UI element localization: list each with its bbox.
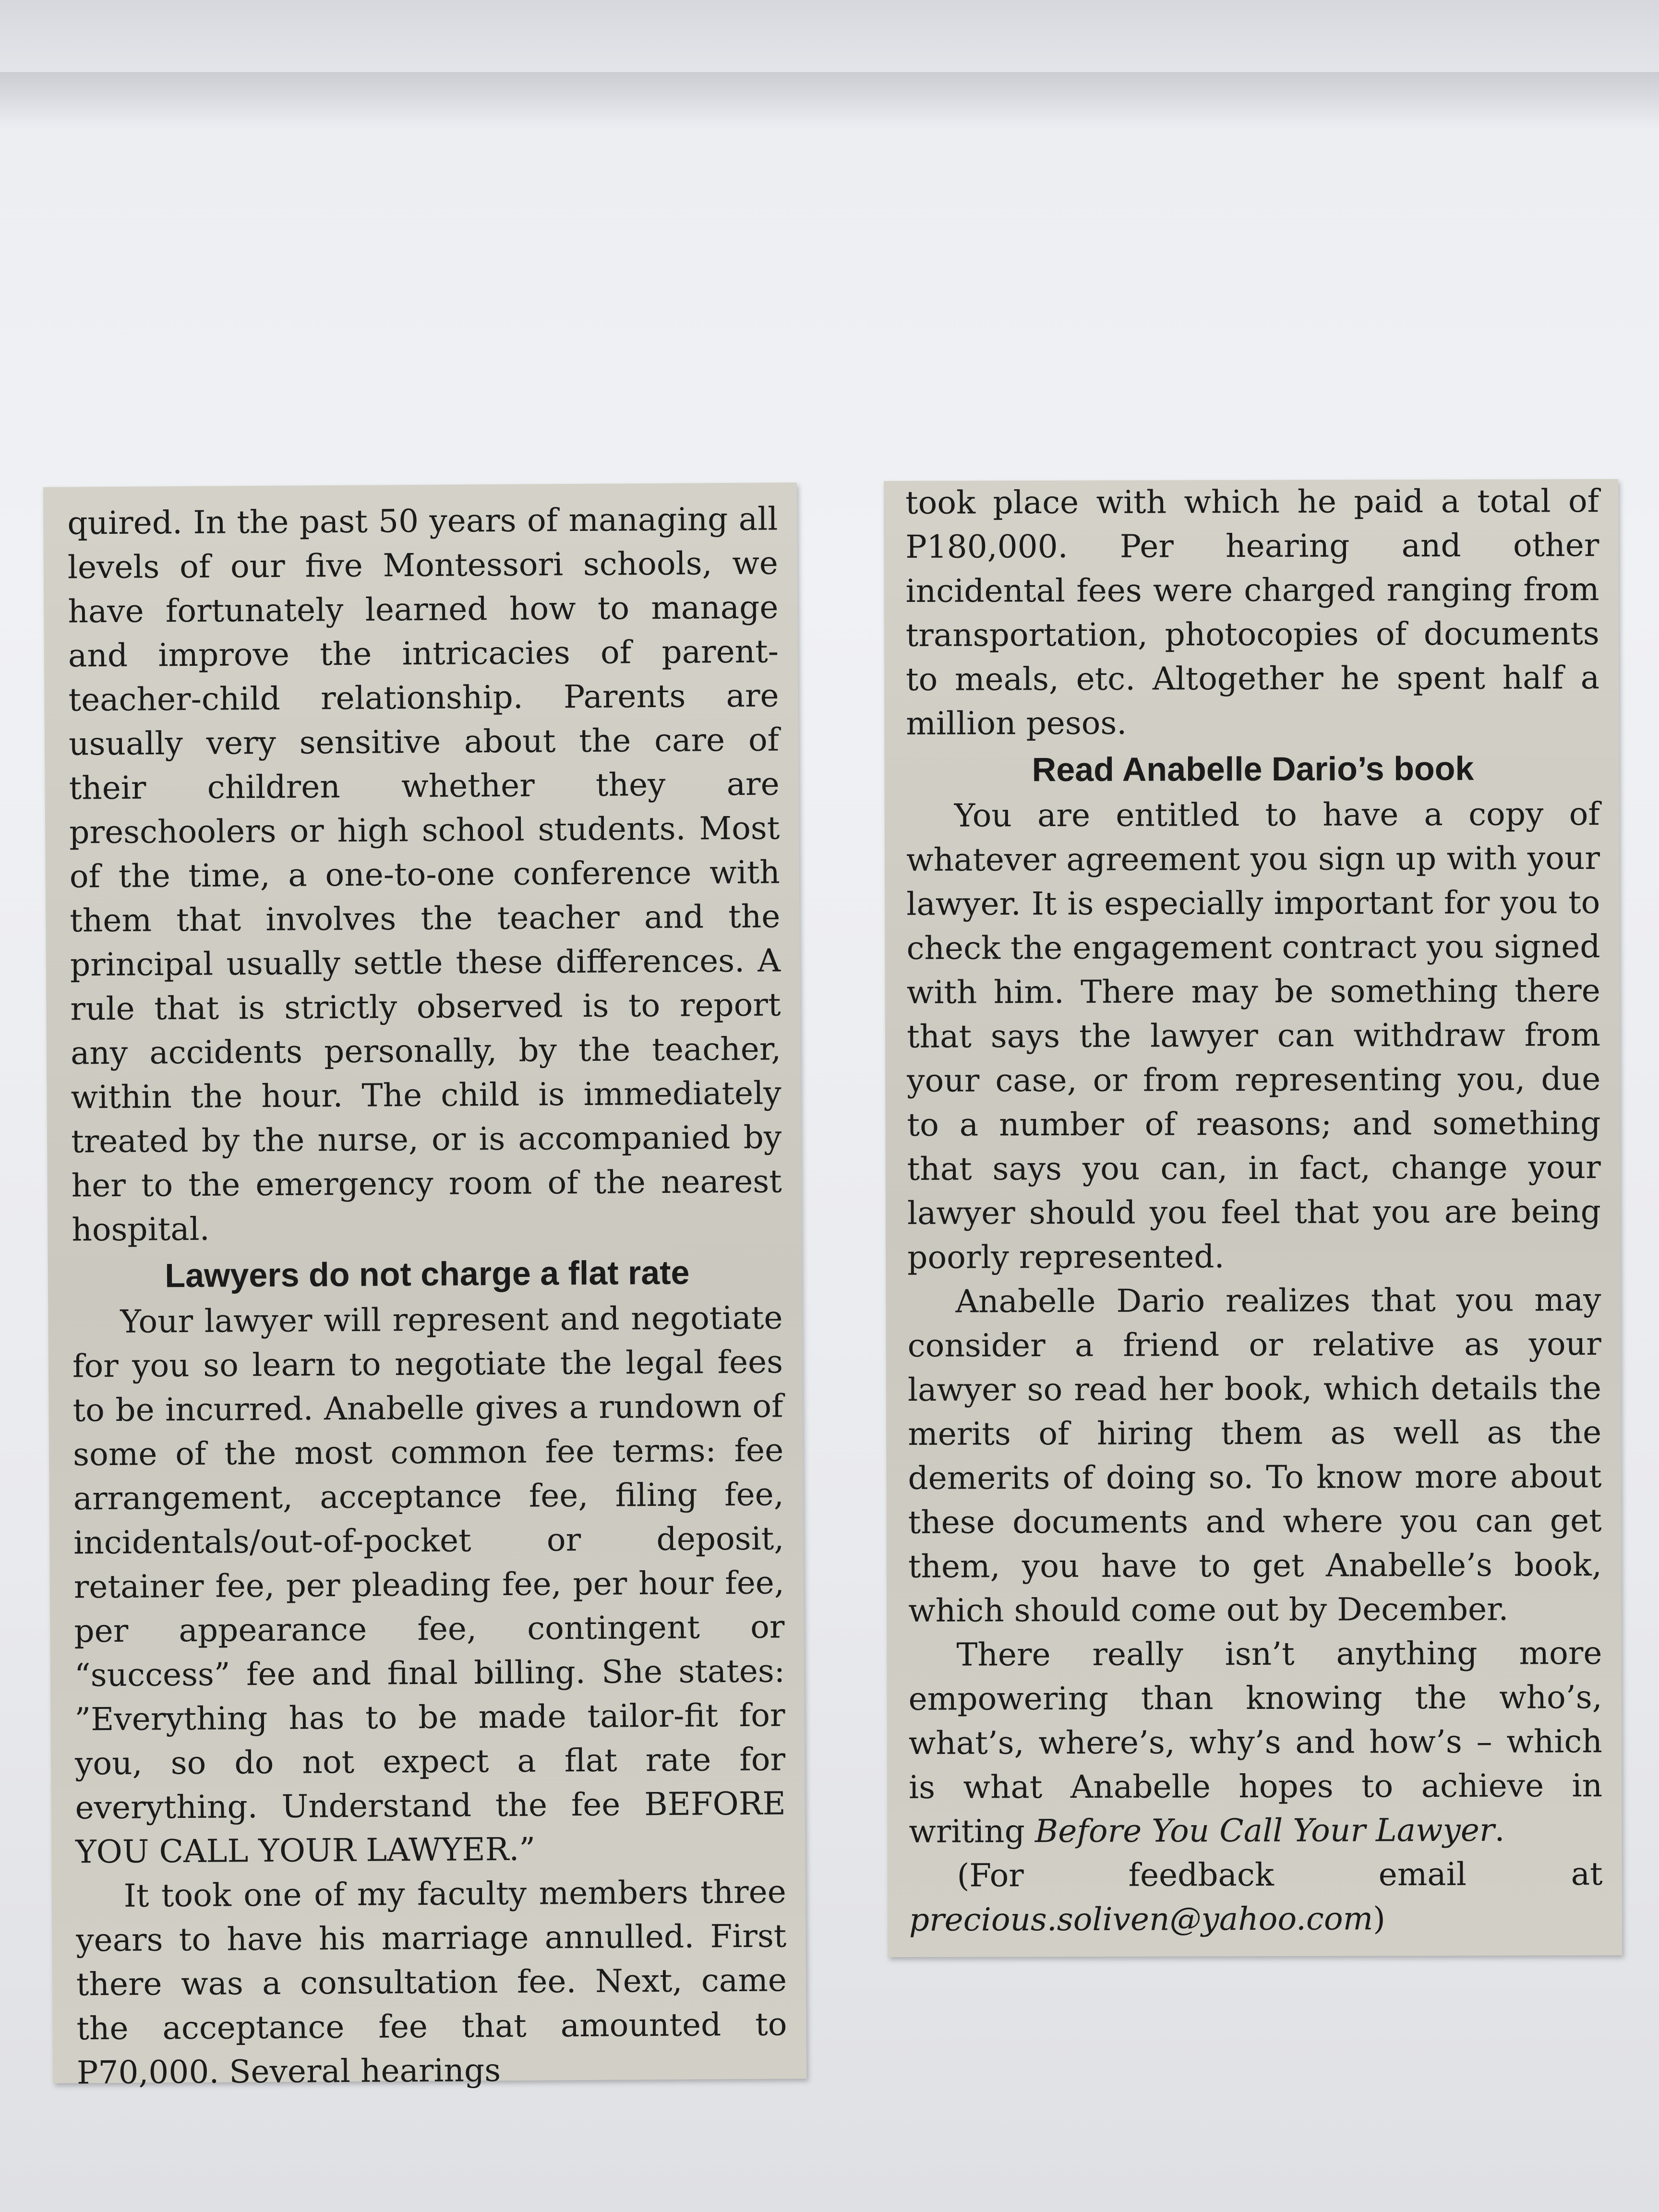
feedback-text: (For feedback email at	[957, 1855, 1603, 1894]
left-faculty-paragraph: It took one of my faculty members three years to have his marriage annulled. First there was a consultation fee. Next, came the acceptance fee that amounted to P70,000. Several hearings	[76, 1873, 787, 2092]
feedback-text-end: )	[1373, 1900, 1386, 1937]
left-fees-paragraph: Your lawyer will represent and negotiate for you so learn to negotiate the legal fees to be incurred. Anabelle gives a rundown of some of the most common fee terms: fee arrangement, acceptance fee, filing fee, incidentals/out-of-pocket or deposit, retainer fee, per pleading fee, per hour fee, per appearance fee, contingent or “success” fee and final billing. She states: ”Everything has to be made tailor-fit for you, so do not expect a flat rate for everything. Understand the fee BEFORE YOU CALL YOUR LAWYER.”	[72, 1299, 786, 1871]
right-intro-paragraph: took place with which he paid a total of P180,000. Per hearing and other incidental fees were charged ranging from transportation, photocopies of documents to meals, etc. Altogether he spent half a million pesos.	[905, 482, 1600, 742]
left-subheading: Lawyers do not charge a flat rate	[165, 1253, 690, 1295]
right-friend-paragraph: Anabelle Dario realizes that you may consider a friend or relative as your lawyer so read her book, which details the merits of hiring them as well as the demerits of doing so. To know more about these documents and where you can get them, you have to get Anabelle’s book, which should come out by December.	[907, 1281, 1602, 1629]
left-intro-paragraph: quired. In the past 50 years of managing all levels of our five Montessori schools, we have fortunately learned how to manage and improve the intricacies of parent-teacher-child relationship. Parents are usually very sensitive about the care of their children whether they are preschoolers or high school students. Most of the time, a one-to-one conference with them that involves the teacher and the principal usually settle these differences. A rule that is strictly observed is to report any accidents personally, by the teacher, within the hour. The child is immediately treated by the nurse, or is accompanied by her to the emergency room of the nearest hospital.	[67, 500, 782, 1249]
empower-text-end: .	[1494, 1811, 1505, 1849]
paper-fold-shadow	[0, 72, 1659, 130]
book-title: Before You Call Your Lawyer	[1034, 1811, 1495, 1850]
right-copy-paragraph: You are entitled to have a copy of whatever agreement you sign up with your lawyer. It is especially important for you to check the engagement contract you signed with him. There may be something there that says the lawyer can withdraw from your case, or from representing you, due to a number of reasons; and something that says you can, in fact, change your lawyer should you feel that you are being poorly represented.	[906, 795, 1601, 1276]
feedback-paragraph	[909, 1852, 1602, 1942]
newspaper-clipping-left	[43, 482, 806, 2092]
empower-text: There really isn’t anything more empowering than knowing the who’s, what’s, where’s, why’s and how’s – which is what Anabelle hopes to achieve in writing	[908, 1635, 1603, 1850]
right-empower-paragraph	[908, 1631, 1602, 1854]
feedback-email: precious.soliven@yahoo.com	[909, 1900, 1373, 1938]
right-subheading: Read Anabelle Dario’s book	[1032, 749, 1474, 789]
newspaper-clipping-right	[884, 479, 1622, 1957]
